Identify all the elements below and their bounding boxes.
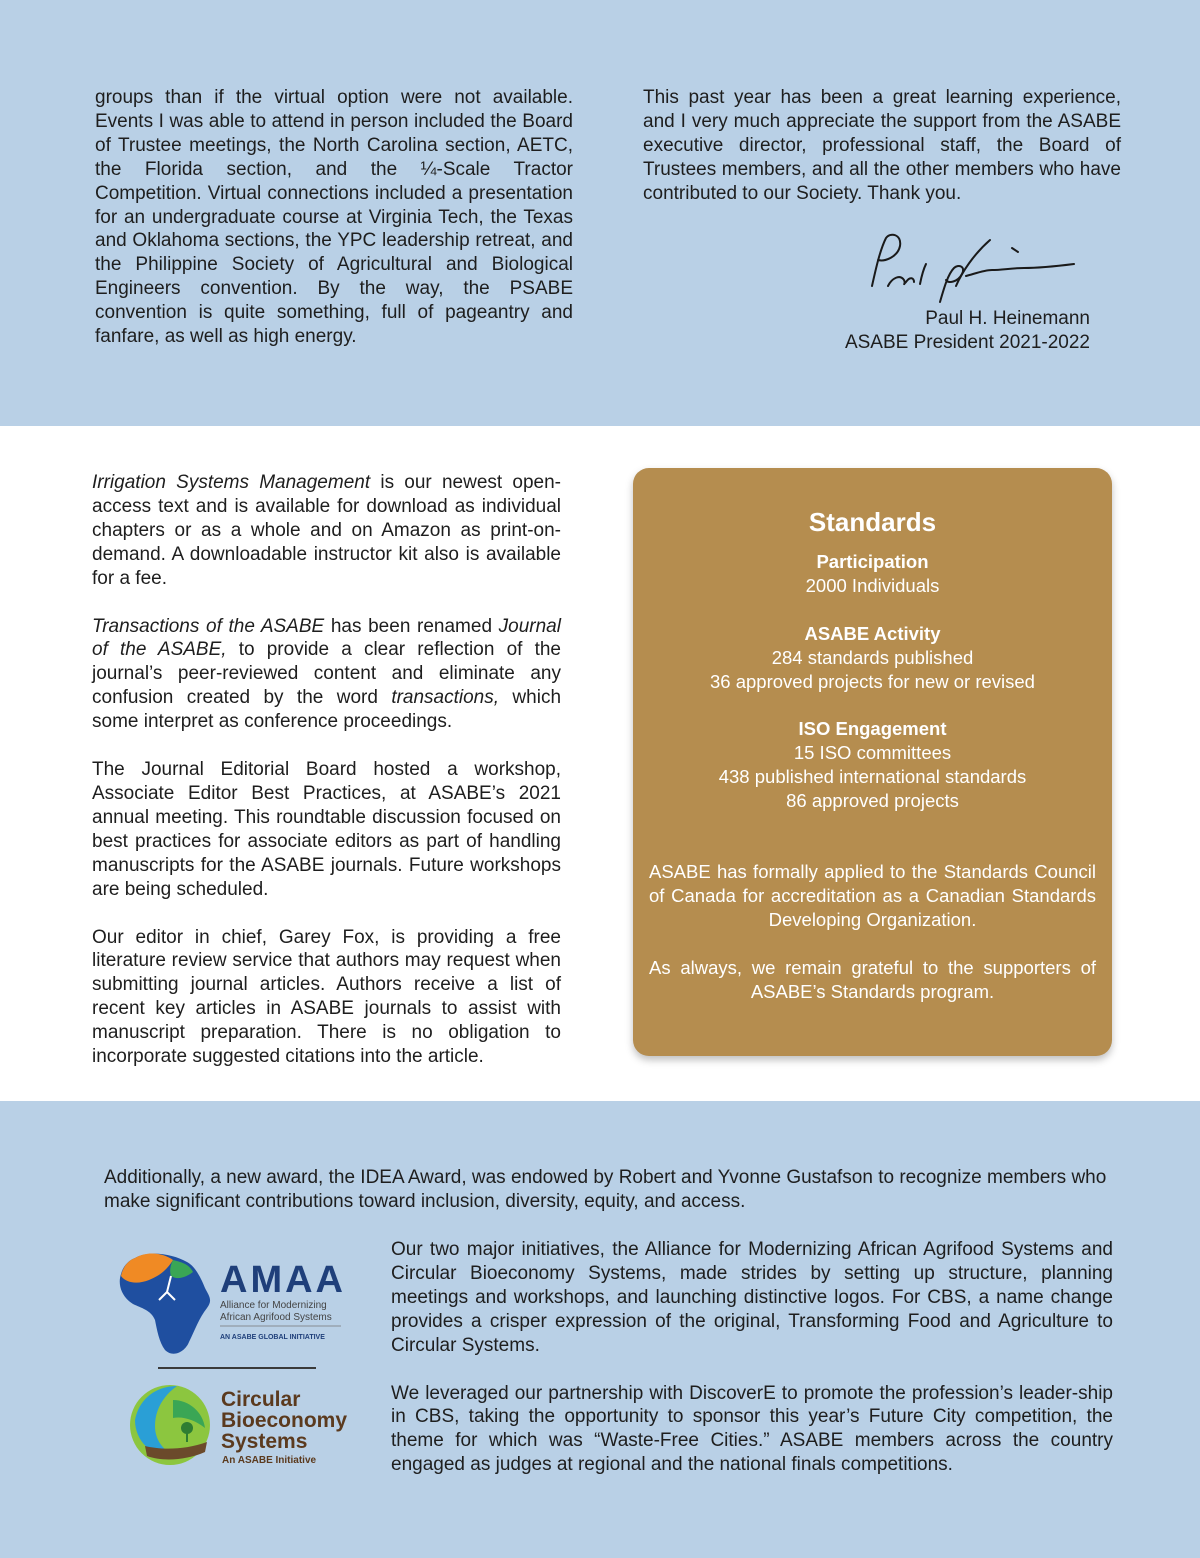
cbs-logo [125, 1380, 355, 1470]
idea-award-paragraph: Additionally, a new award, the IDEA Award, was endowed by Robert and Yvonne Gustafson to recognize members who make significant contributions toward inclusion, diversity, equity, and access. [104, 1167, 1107, 1212]
amaa-line2: African Agrifood Systems [220, 1312, 332, 1323]
activity-line: 284 standards published [771, 646, 974, 668]
iso-block [633, 717, 1112, 813]
standards-title: Standards [808, 507, 937, 537]
participation-heading: Participation [816, 551, 929, 572]
amaa-logo [115, 1250, 350, 1360]
standards-panel [633, 468, 1112, 1056]
cbs-line1: Circular [221, 1388, 301, 1411]
activity-block [633, 622, 1112, 694]
cbs-line2: Bioeconomy [221, 1409, 348, 1432]
workshop-paragraph: The Journal Editorial Board hosted a workshop, Associate Editor Best Practices, at ASABE’s 2021 annual meeting. This roundtable discussion focused on best practices for associate editors as part of handling manuscripts for the ASABE journals. Future workshops are being scheduled. [92, 759, 561, 900]
iso-line: 86 approved projects [786, 789, 959, 811]
cbs-tagline: An ASABE Initiative [222, 1455, 317, 1466]
journal-rename-paragraph: Transactions of the ASABE has been renamed Journal of the ASABE, to provide a clear reflection of the journal’s peer-reviewed content and eliminate any confusion created by the word transactions, which some interpret as conference proceedings. [92, 615, 562, 733]
logo-divider [158, 1367, 316, 1369]
irrigation-paragraph: Irrigation Systems Management is our newest open-access text and is available for download as individual chapters or as a whole and on Amazon as print-on-demand. A downloadable instructor kit also is available for a fee. [92, 472, 561, 589]
activity-heading: ASABE Activity [804, 623, 941, 644]
canada-accreditation-note: ASABE has formally applied to the Standards Council of Canada for accreditation as a Canadian Standards Developing Organization. [649, 861, 1096, 930]
gratitude-note: As always, we remain grateful to the supporters of ASABE’s Standards program. [649, 957, 1096, 1002]
activity-line: 36 approved projects for new or revised [710, 670, 1035, 692]
book-title: Irrigation Systems Management [92, 472, 371, 493]
iso-heading: ISO Engagement [798, 718, 947, 739]
top-right-column [643, 86, 1121, 206]
initiatives-column [391, 1238, 1113, 1477]
iso-line: 15 ISO committees [793, 741, 952, 763]
iso-line: 438 published international standards [718, 765, 1027, 787]
signer-title: ASABE President 2021-2022 [844, 332, 1090, 353]
signer-block [760, 307, 1090, 355]
thanks-paragraph: This past year has been a great learning experience, and I very much appreciate the support from the ASABE executive director, professional staff, the Board of Trustees members, and all the other members who have contributed to our Society. Thank you. [643, 87, 1121, 204]
events-paragraph: groups than if the virtual option were not available. Events I was able to attend in person included the Board of Trustee meetings, the North Carolina section, AETC, the Florida section, and the ¼-Scale Tractor Competition. Virtual connections included a presentation for an undergraduate course at Virginia Tech, the Texas and Oklahoma sections, the YPC leadership retreat, and the Philippine Society of Agricultural and Biological Engineers convention. By the way, the PSABE convention is quite something, full of pageantry and fanfare, as well as high energy. [95, 87, 573, 348]
publications-column [92, 471, 561, 1069]
amaa-tagline: AN ASABE GLOBAL INITIATIVE [220, 1334, 325, 1341]
participation-value: 2000 Individuals [805, 574, 940, 596]
signer-name: Paul H. Heinemann [925, 308, 1090, 329]
amaa-acronym: AMAA [220, 1259, 346, 1301]
president-signature [862, 228, 1082, 312]
cbs-line3: Systems [221, 1430, 308, 1453]
amaa-line1: Alliance for Modernizing [220, 1300, 327, 1311]
participation-block [633, 550, 1112, 598]
literature-review-paragraph: Our editor in chief, Garey Fox, is providing a free literature review service that authors may request when submitting journal articles. Authors receive a list of recent key articles in ASABE journals to assist with manuscript preparation. There is no obligation to incorporate suggested citations into the article. [92, 926, 561, 1068]
cbs-leaf-icon [130, 1385, 210, 1465]
discovere-paragraph: We leveraged our partnership with DiscoverE to promote the profession’s leader-ship in CBS, taking the opportunity to sponsor this year’s Future City competition, the theme for which was “Waste-Free Cities.” ASABE members across the country engaged as judges at regional and the national finals competitions. [391, 1382, 1113, 1476]
initiatives-paragraph: Our two major initiatives, the Alliance for Modernizing African Agrifood Systems and Circular Bioeconomy Systems, made strides by setting up structure, planning meetings and workshops, and launching distinctive logos. For CBS, a name change provides a crisper expression of the original, Transforming Food and Agriculture to Circular Systems. [391, 1239, 1113, 1356]
top-left-column [95, 86, 573, 349]
